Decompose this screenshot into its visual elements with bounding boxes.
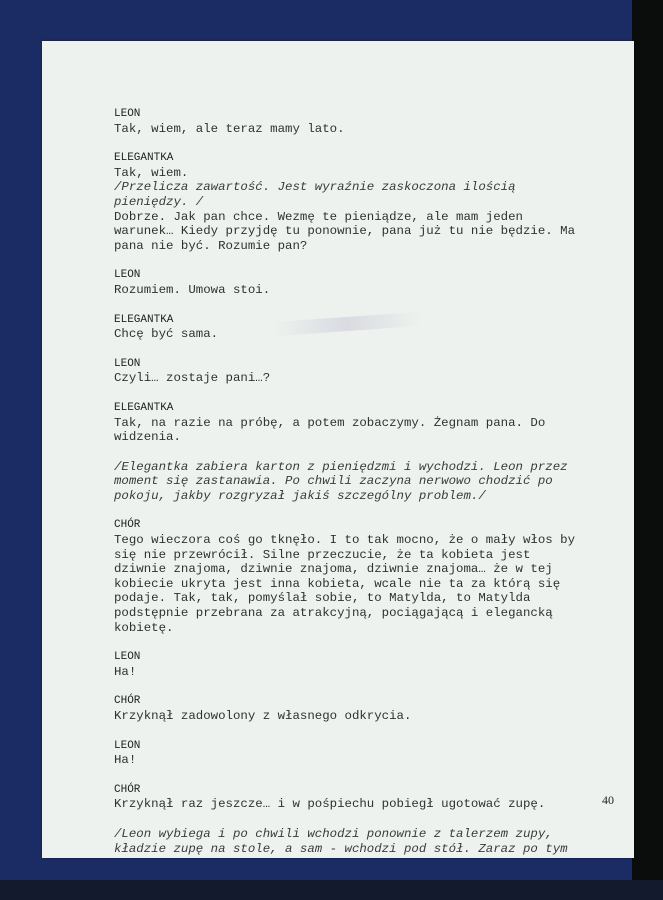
- speaker-name: LEON: [114, 108, 141, 120]
- dialogue-block: [114, 650, 594, 679]
- dialogue-line: Tak, wiem.: [114, 165, 189, 180]
- dialogue-line: Tak, wiem, ale teraz mamy lato.: [114, 121, 345, 136]
- stage-direction-line: moment się zastanawia. Po chwili zaczyna nerwowo chodzić po: [114, 474, 553, 489]
- dialogue-block: [114, 460, 594, 504]
- dialogue-line: Ha!: [114, 753, 137, 768]
- dialogue-line: podstępnie przebrana za atrakcyjną, pociągającą i elegancką: [114, 606, 553, 621]
- stage-direction-line: pieniędzy. /: [114, 194, 204, 209]
- dialogue-line: podaje. Tak, tak, pomyślał sobie, to Matylda, to Matylda: [114, 591, 531, 606]
- dialogue-line: pana nie być. Rozumie pan?: [114, 238, 308, 253]
- scan-edge-bottom: [0, 880, 663, 900]
- speaker-name: LEON: [114, 269, 141, 282]
- speaker-name: CHÓR: [114, 783, 141, 796]
- speaker-name: ELEGANTKA: [114, 152, 174, 165]
- dialogue-block: [114, 827, 594, 856]
- dialogue-line: dziwnie znajoma, dziwnie znajoma, dziwnie znajoma… że w tej: [114, 562, 553, 577]
- dialogue-line: warunek… Kiedy przyjdę tu ponownie, pana już tu nie będzie. Ma: [114, 224, 576, 239]
- speaker-name: LEON: [114, 357, 141, 370]
- speaker-name: LEON: [114, 739, 141, 752]
- dialogue-line: Ha!: [114, 664, 137, 679]
- speaker-name: ELEGANTKA: [114, 313, 174, 326]
- dialogue-line: widzenia.: [114, 430, 181, 445]
- dialogue-line: kobiecie ukryta jest inna kobieta, wcale nie ta za którą się: [114, 576, 561, 591]
- dialogue-line: Krzyknął zadowolony z własnego odkrycia.: [114, 709, 412, 723]
- dialogue-block: [114, 783, 594, 812]
- dialogue-line: się nie przewrócił. Silne przeczucie, że ta kobieta jest: [114, 547, 531, 562]
- dialogue-block: [114, 357, 594, 386]
- stage-direction-line: pokoju, jakby rozgryzał jakiś szczególny problem./: [114, 488, 486, 503]
- dialogue-block: [114, 268, 594, 297]
- dialogue-block: [114, 151, 594, 253]
- stage-direction-line: /Leon wybiega i po chwili wchodzi ponownie z talerzem zupy,: [114, 826, 553, 841]
- scan-edge-right: [632, 0, 663, 900]
- dialogue-block: [114, 313, 594, 342]
- speaker-name: CHÓR: [114, 519, 141, 532]
- dialogue-line: Rozumiem. Umowa stoi.: [114, 282, 271, 297]
- stage-direction-line: kładzie zupę na stole, a sam - wchodzi pod stół. Zaraz po tym: [114, 841, 568, 856]
- stage-direction-line: /Przelicza zawartość. Jest wyraźnie zaskoczona ilością: [114, 180, 516, 195]
- speaker-name: ELEGANTKA: [114, 401, 174, 414]
- dialogue-line: Chcę być sama.: [114, 327, 219, 342]
- dialogue-block: [114, 694, 594, 723]
- speaker-name: LEON: [114, 651, 141, 664]
- dialogue-block: [114, 401, 594, 445]
- dialogue-line: Krzyknął raz jeszcze… i w pośpiechu pobiegł ugotować zupę.: [114, 797, 546, 812]
- dialogue-block: [114, 739, 594, 768]
- dialogue-line: Tak, na razie na próbę, a potem zobaczymy. Żegnam pana. Do: [114, 415, 546, 430]
- page-number: 40: [602, 793, 614, 807]
- dialogue-line: Czyli… zostaje pani…?: [114, 371, 271, 386]
- dialogue-line: Tego wieczora coś go tknęło. I to tak mocno, że o mały włos by: [114, 533, 576, 548]
- speaker-name: CHÓR: [114, 695, 141, 708]
- dialogue-block: [114, 107, 594, 136]
- script-text: [114, 107, 594, 871]
- dialogue-line: Dobrze. Jak pan chce. Wezmę te pieniądze, ale mam jeden: [114, 209, 523, 224]
- stage-direction-line: /Elegantka zabiera karton z pieniędzmi i wychodzi. Leon przez: [114, 459, 568, 474]
- dialogue-block: [114, 518, 594, 635]
- dialogue-line: kobietę.: [114, 620, 174, 635]
- script-page: [42, 41, 634, 858]
